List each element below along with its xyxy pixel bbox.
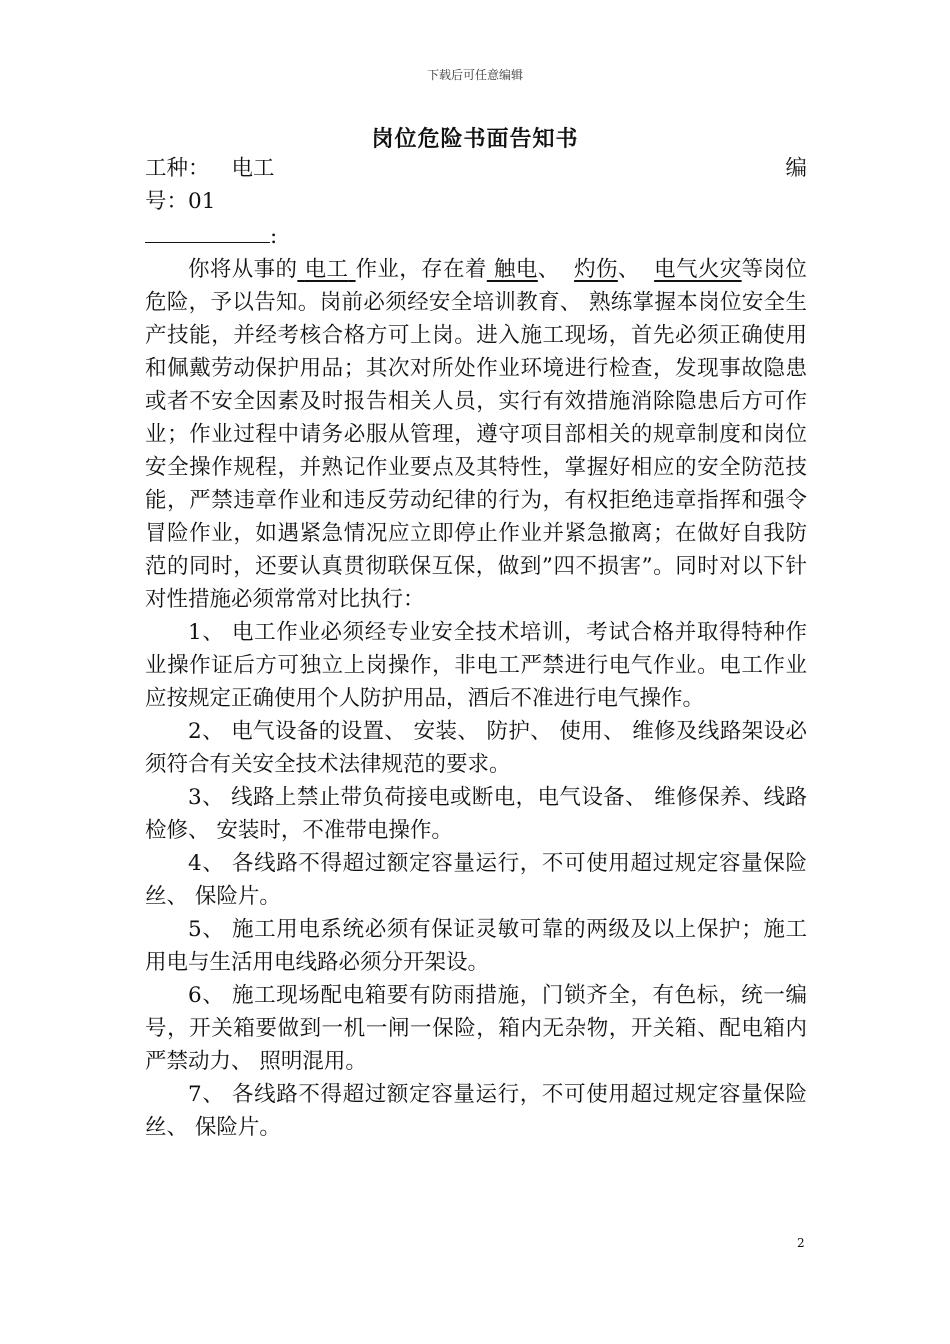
number-row bbox=[145, 185, 807, 218]
intro-job: 电工 bbox=[304, 257, 349, 282]
item-1: 1、 电工作业必须经专业安全技术培训，考试合格并取得特种作业操作证后方可独立上岗操作，非电工严禁进行电气作业。电工作业应按规定正确使用个人防护用品，酒后不准进行电气操作。 bbox=[145, 620, 807, 711]
sep-1: 、 bbox=[537, 257, 560, 282]
job-underlined bbox=[297, 257, 355, 282]
document-title: 岗位危险书面告知书 bbox=[371, 126, 579, 152]
number-value: 01 bbox=[188, 189, 216, 214]
addressee-row bbox=[145, 218, 807, 253]
hazard-3-text: 电气火灾 bbox=[654, 257, 742, 282]
item-2: 2、 电气设备的设置、 安装、 防护、 使用、 维修及线路架设必须符合有关安全技术法律规范的要求。 bbox=[145, 719, 807, 777]
header-note: 下载后可任意编辑 bbox=[426, 68, 523, 82]
intro-text-1: 你将从事的 bbox=[188, 257, 298, 282]
job-type-field bbox=[145, 152, 275, 185]
hazard-2 bbox=[574, 257, 618, 282]
intro-paragraph bbox=[145, 253, 807, 616]
intro-text-2: 作业，存在着 bbox=[355, 257, 487, 282]
job-type-value: 电工 bbox=[231, 156, 275, 181]
addressee-blank bbox=[145, 218, 270, 243]
item-3: 3、 线路上禁止带负荷接电或断电，电气设备、 维修保养、线路检修、 安装时，不准带电操作。 bbox=[145, 785, 807, 843]
hazard-1 bbox=[487, 257, 538, 282]
hazard-1-text: 触电 bbox=[494, 257, 538, 282]
number-label-part2: 号： bbox=[145, 189, 189, 214]
item-4: 4、 各线路不得超过额定容量运行，不可使用超过规定容量保险丝、 保险片。 bbox=[145, 851, 807, 909]
item-6: 6、 施工现场配电箱要有防雨措施，门锁齐全，有色标，统一编号，开关箱要做到一机一闸一保险，箱内无杂物，开关箱、配电箱内严禁动力、 照明混用。 bbox=[145, 983, 807, 1074]
page-number: 2 bbox=[797, 1236, 805, 1250]
sep-2: 、 bbox=[617, 257, 640, 282]
addressee-colon: : bbox=[270, 224, 278, 249]
item-5: 5、 施工用电系统必须有保证灵敏可靠的两级及以上保护；施工用电与生活用电线路必须分开架设。 bbox=[145, 917, 807, 975]
hazard-2-text: 灼伤 bbox=[574, 257, 618, 282]
job-type-row bbox=[145, 152, 807, 185]
number-label-part1: 编 bbox=[785, 156, 807, 181]
item-7: 7、 各线路不得超过额定容量运行，不可使用超过规定容量保险丝、 保险片。 bbox=[145, 1082, 807, 1140]
intro-body: 等岗位危险，予以告知。岗前必须经安全培训教育、 熟练掌握本岗位安全生产技能，并经考核合格方可上岗。进入施工现场，首先必须正确使用和佩戴劳动保护用品；其次对所处作业环境进行检查，发现事故隐患或者不安全因素及时报告相关人员，实行有效措施消除隐患后方可作业；作业过程中请务必服从管理，遵守项目部相关的规章制度和岗位安全操作规程，并熟记作业要点及其特性，掌握好相应的安全防范技能，严禁违章作业和违反劳动纪律的行为，有权拒绝违章指挥和强令冒险作业，如遇紧急情况应立即停止作业并紧急撤离；在做好自我防范的同时，还要认真贯彻联保互保，做到”四不损害”。同时对以下针对性措施必须常常对比执行： bbox=[145, 257, 807, 612]
hazard-3 bbox=[654, 257, 742, 282]
document-body bbox=[145, 152, 807, 1144]
job-type-label: 工种： bbox=[145, 156, 210, 181]
